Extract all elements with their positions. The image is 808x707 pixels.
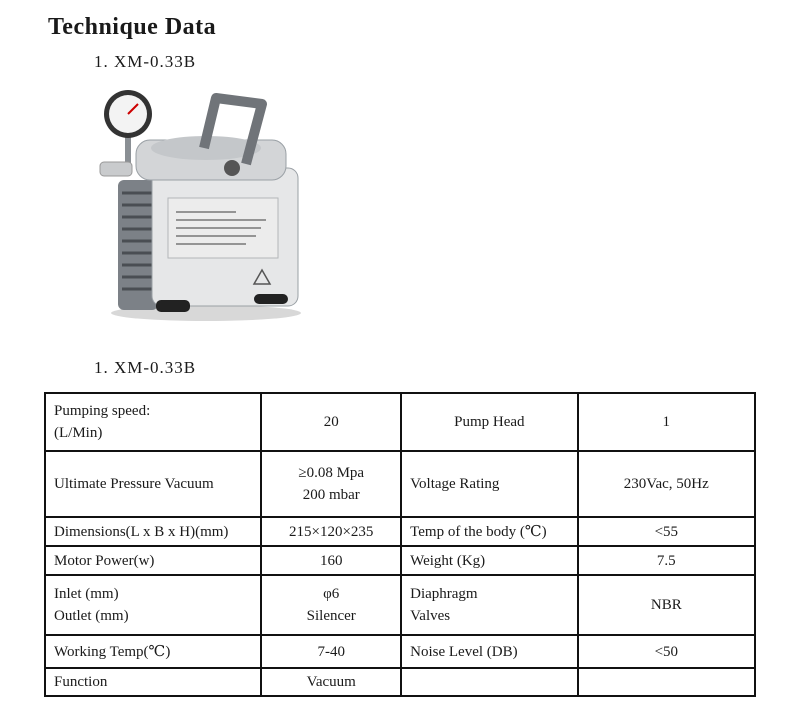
table-cell: NBR <box>578 575 755 635</box>
table-cell: Weight (Kg) <box>401 546 577 575</box>
table-cell: Temp of the body (℃) <box>401 517 577 546</box>
model-heading-top: 1. XM-0.33B <box>94 52 197 71</box>
model-heading-bottom: 1. XM-0.33B <box>94 358 197 377</box>
table-cell: 7.5 <box>578 546 755 575</box>
table-row <box>45 575 755 635</box>
spec-table <box>44 392 756 697</box>
table-row <box>45 668 755 696</box>
page-title: Technique Data <box>48 14 217 40</box>
table-cell: φ6 Silencer <box>261 575 401 635</box>
table-cell: Pump Head <box>401 393 577 451</box>
table-row <box>45 517 755 546</box>
table-cell <box>401 668 577 696</box>
table-cell: Motor Power(w) <box>45 546 261 575</box>
table-row <box>45 635 755 668</box>
table-cell: Working Temp(℃) <box>45 635 261 668</box>
table-row <box>45 451 755 517</box>
table-cell: Ultimate Pressure Vacuum <box>45 451 261 517</box>
table-row <box>45 393 755 451</box>
table-cell: 230Vac, 50Hz <box>578 451 755 517</box>
table-cell: Pumping speed: (L/Min) <box>45 393 261 451</box>
table-cell: <55 <box>578 517 755 546</box>
table-cell: 20 <box>261 393 401 451</box>
table-cell: 215×120×235 <box>261 517 401 546</box>
table-cell: Dimensions(L x B x H)(mm) <box>45 517 261 546</box>
table-cell: ≥0.08 Mpa 200 mbar <box>261 451 401 517</box>
table-cell: Diaphragm Valves <box>401 575 577 635</box>
table-cell: <50 <box>578 635 755 668</box>
table-cell: 7-40 <box>261 635 401 668</box>
table-cell: Voltage Rating <box>401 451 577 517</box>
table-cell: 1 <box>578 393 755 451</box>
table-cell: Inlet (mm) Outlet (mm) <box>45 575 261 635</box>
table-cell: Function <box>45 668 261 696</box>
table-cell: Noise Level (DB) <box>401 635 577 668</box>
vacuum-pump-image <box>96 88 308 323</box>
table-cell: 160 <box>261 546 401 575</box>
table-cell <box>578 668 755 696</box>
table-cell: Vacuum <box>261 668 401 696</box>
table-row <box>45 546 755 575</box>
